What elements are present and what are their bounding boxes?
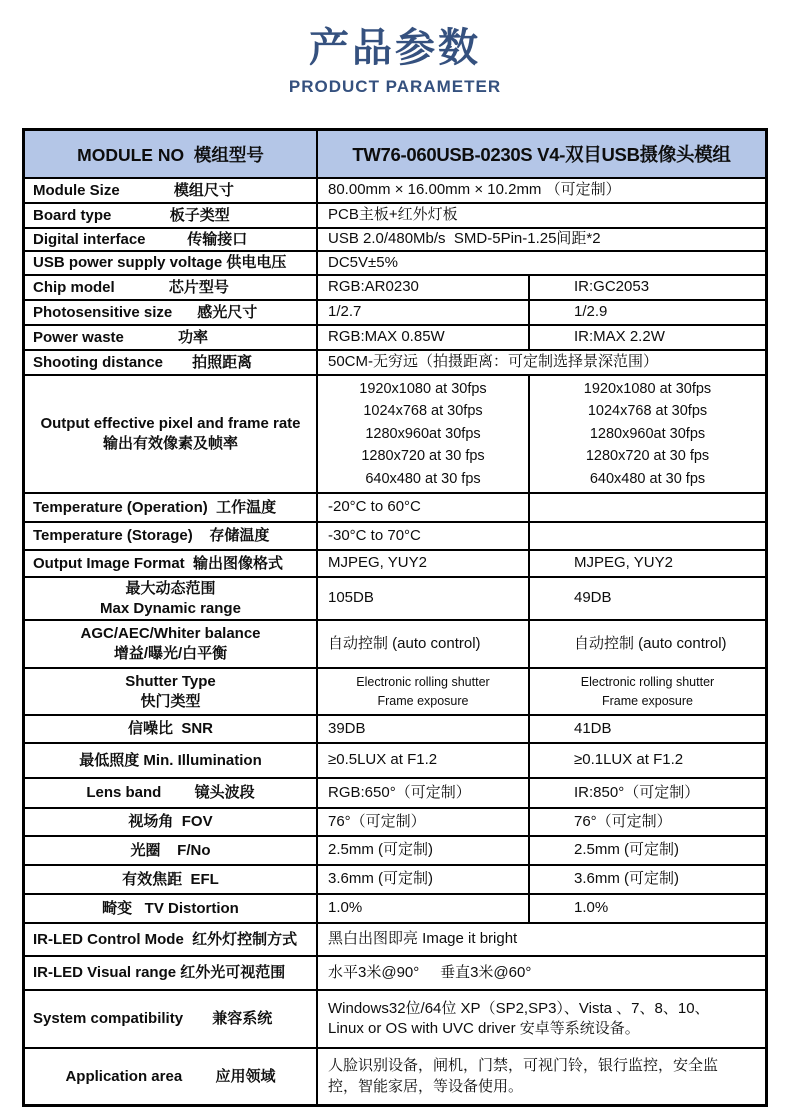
row-value-cell [318,179,765,202]
text-line: System compatibility 兼容系统 [33,1010,273,1028]
row-value-cell-2 [528,276,765,299]
text-line: 76°（可定制） [574,812,672,830]
row-value-cell-1 [318,809,528,835]
row-label-cell [25,179,318,202]
row-values [318,991,765,1047]
row-value-cell [318,351,765,374]
row-values [318,924,765,955]
text-line: Power waste 功率 [33,328,209,346]
text-line: IR:850°（可定制） [574,783,700,801]
row-value-cell [318,252,765,274]
text-line: Temperature (Operation) 工作温度 [33,498,277,516]
row-value-cell-1 [318,301,528,324]
row-value-cell-2 [528,837,765,864]
table-row [25,250,765,274]
text-line: Photosensitive size 感光尺寸 [33,303,258,321]
text-line: 76°（可定制） [328,812,426,830]
row-values [318,326,765,349]
text-line: DC5V±5% [328,253,398,271]
row-label-cell [25,252,318,274]
text-line: Max Dynamic range [100,599,241,617]
text-line: 人脸识别设备，闸机，门禁，可视门铃，银行监控，安全监 [328,1057,719,1075]
row-value-cell-2 [528,716,765,742]
row-values [318,866,765,893]
spec-table [22,128,768,1107]
table-row [25,989,765,1047]
row-values [318,744,765,777]
text-line: 1280x720 at 30 fps [361,448,485,465]
row-values [318,716,765,742]
row-label-cell [25,376,318,492]
table-row [25,299,765,324]
table-row [25,714,765,742]
module-model-header-cell: TW76-060USB-0230S V4-双目USB摄像头模组 [352,144,731,165]
text-line: -30°C to 70°C [328,526,421,544]
text-line: 39DB [328,719,366,737]
table-row [25,202,765,227]
row-values [318,252,765,274]
table-row [25,576,765,619]
row-label-cell [25,229,318,250]
table-row [25,742,765,777]
row-value-cell [318,1049,765,1104]
row-value-cell [318,991,765,1047]
row-value-cell-2 [528,578,765,619]
text-line: Windows32位/64位 XP（SP2,SP3）、Vista 、7、8、10、 [328,999,710,1017]
text-line: 49DB [574,589,612,607]
text-line: 1024x768 at 30fps [587,403,708,420]
text-line: IR-LED Visual range 红外光可视范围 [33,964,286,982]
row-values [318,351,765,374]
text-line: Electronic rolling shutter [356,675,490,690]
row-value-cell-2 [528,376,765,492]
text-line: 1280x720 at 30 fps [585,448,710,465]
table-row [25,549,765,576]
table-row [25,324,765,349]
text-line: Module Size 模组尺寸 [33,181,234,199]
row-label-cell [25,895,318,922]
text-line: 640x480 at 30 fps [589,470,706,487]
text-line: 41DB [574,719,612,737]
text-line: 输出有效像素及帧率 [102,435,238,452]
row-values [318,301,765,324]
table-row [25,177,765,202]
row-value-cell-2 [528,621,765,667]
text-line: IR:MAX 2.2W [574,328,665,346]
row-value-cell-1 [318,837,528,864]
row-value-cell-1 [318,669,528,714]
text-line: ≥0.5LUX at F1.2 [328,751,438,769]
text-line: 自动控制 (auto control) [574,634,727,652]
table-header-row [25,131,765,177]
table-row [25,374,765,492]
table-row [25,274,765,299]
text-line: 1920x1080 at 30fps [359,380,487,397]
row-label-cell [25,744,318,777]
text-line: Electronic rolling shutter [580,675,715,690]
text-line: MJPEG, YUY2 [328,554,427,572]
page-title: 产品参数 [309,26,481,70]
row-value-cell-2 [528,551,765,576]
table-row [25,521,765,549]
row-value-cell-1 [318,866,528,893]
text-line: 1/2.7 [328,303,362,321]
row-value-cell-2 [528,301,765,324]
row-label-cell [25,716,318,742]
text-line: 黑白出图即亮 Image it bright [328,930,518,948]
text-line: 1.0% [328,899,363,917]
row-value-cell-1 [318,716,528,742]
text-line: 105DB [328,589,374,607]
text-line: Output effective pixel and frame rate [40,415,301,433]
text-line: RGB:MAX 0.85W [328,328,445,346]
text-line: 1024x768 at 30fps [363,403,483,420]
row-values [318,779,765,807]
row-value-cell-1 [318,621,528,667]
text-line: PCB主板+红外灯板 [328,206,458,224]
table-row [25,349,765,374]
row-value-cell-1 [318,744,528,777]
text-line: -20°C to 60°C [328,498,421,516]
text-line: Temperature (Storage) 存储温度 [33,527,270,545]
row-label-cell [25,351,318,374]
row-value-cell-2 [528,523,765,549]
row-label-cell [25,621,318,667]
row-label-cell [25,991,318,1047]
row-values [318,523,765,549]
text-line: 快门类型 [140,692,201,710]
text-line: 2.5mm (可定制) [328,841,434,859]
row-values [318,957,765,989]
text-line: Digital interface 传输接口 [33,230,248,248]
row-values [318,551,765,576]
text-line: 80.00mm × 16.00mm × 10.2mm （可定制） [328,181,621,199]
text-line: 视场角 FOV [128,813,213,831]
row-value-cell-2 [528,494,765,521]
table-row [25,619,765,667]
row-value-cell-1 [318,276,528,299]
row-value-cell-1 [318,523,528,549]
text-line: IR-LED Control Mode 红外灯控制方式 [33,930,298,948]
row-value-cell-2 [528,326,765,349]
text-line: 1280x960at 30fps [365,425,481,442]
row-label-cell [25,578,318,619]
text-line: 50CM-无穷远（拍摄距离：可定制选择景深范围） [328,353,659,371]
row-label-cell [25,669,318,714]
row-label-cell [25,1049,318,1104]
row-values [318,276,765,299]
table-row [25,835,765,864]
text-line: 增益/曝光/白平衡 [113,645,228,662]
table-row [25,777,765,807]
row-label-cell [25,301,318,324]
text-line: USB 2.0/480Mb/s SMD-5Pin-1.25间距*2 [328,230,601,248]
text-line: Shooting distance 拍照距离 [33,353,253,371]
text-line: ≥0.1LUX at F1.2 [574,751,684,769]
table-row [25,492,765,521]
row-value-cell-1 [318,494,528,521]
text-line: AGC/AEC/Whiter balance [80,625,261,643]
row-value-cell-2 [528,779,765,807]
row-values [318,809,765,835]
row-label-cell [25,326,318,349]
text-line: Board type 板子类型 [33,206,230,224]
row-values [318,376,765,492]
row-value-cell-2 [528,669,765,714]
row-value-cell [318,204,765,227]
row-label-cell [25,551,318,576]
text-line: 光圈 F/No [130,841,211,859]
row-value-cell-1 [318,376,528,492]
text-line: 控，智能家居，等设备使用。 [328,1077,524,1095]
row-value-cell-1 [318,578,528,619]
module-no-header-cell: MODULE NO 模组型号 [25,131,318,177]
row-label-cell [25,523,318,549]
row-label-cell [25,924,318,955]
row-label-cell [25,779,318,807]
text-line: 水平3米@90° 垂直3米@60° [328,963,532,981]
row-values [318,1049,765,1104]
table-row [25,807,765,835]
text-line: 2.5mm (可定制) [574,841,680,859]
row-value-cell-2 [528,895,765,922]
text-line: 1/2.9 [574,303,608,321]
text-line: Frame exposure [601,693,693,708]
row-label-cell [25,204,318,227]
text-line: Frame exposure [377,693,469,708]
text-line: 畸变 TV Distortion [102,899,239,917]
row-values [318,621,765,667]
text-line: 640x480 at 30 fps [365,470,481,487]
row-value-cell [318,229,765,250]
spec-table-body [25,177,765,1104]
row-label-cell [25,809,318,835]
table-row [25,227,765,250]
row-values [318,179,765,202]
row-values [318,578,765,619]
table-row [25,1047,765,1104]
row-value-cell-2 [528,744,765,777]
row-value-cell [318,924,765,955]
text-line: 3.6mm (可定制) [574,870,680,888]
text-line: Shutter Type [125,672,216,690]
text-line: Lens band 镜头波段 [86,784,255,802]
text-line: 3.6mm (可定制) [328,870,434,888]
text-line: 自动控制 (auto control) [328,634,481,652]
text-line: USB power supply voltage 供电电压 [33,254,287,272]
page-subtitle: PRODUCT PARAMETER [288,77,502,96]
text-line: Chip model 芯片型号 [33,278,229,296]
row-value-cell-2 [528,809,765,835]
row-values [318,837,765,864]
row-values [318,494,765,521]
row-label-cell [25,837,318,864]
table-row [25,955,765,989]
text-line: IR:GC2053 [574,278,650,296]
text-line: RGB:AR0230 [328,278,419,296]
row-label-cell [25,957,318,989]
row-value-cell [318,957,765,989]
row-value-cell-2 [528,866,765,893]
text-line: 信噪比 SNR [127,720,213,738]
text-line: 1280x960at 30fps [589,425,706,442]
text-line: 有效焦距 EFL [122,870,219,888]
table-row [25,864,765,893]
text-line: 1920x1080 at 30fps [583,380,712,397]
table-row [25,893,765,922]
text-line: Application area 应用领域 [65,1067,276,1085]
text-line: 1.0% [574,899,609,917]
row-values [318,229,765,250]
text-line: 最大动态范围 [125,579,216,597]
table-row [25,667,765,714]
row-values [318,895,765,922]
text-line: RGB:650°（可定制） [328,783,471,801]
text-line: Output Image Format 输出图像格式 [33,554,284,572]
row-value-cell-1 [318,326,528,349]
row-value-cell-1 [318,551,528,576]
row-label-cell [25,276,318,299]
table-row [25,922,765,955]
row-label-cell [25,494,318,521]
text-line: Linux or OS with UVC driver 安卓等系统设备。 [328,1020,640,1037]
row-value-cell-1 [318,895,528,922]
row-values [318,204,765,227]
row-values [318,669,765,714]
row-label-cell [25,866,318,893]
text-line: MJPEG, YUY2 [574,554,673,572]
text-line: 最低照度 Min. Illumination [79,751,262,769]
row-value-cell-1 [318,779,528,807]
